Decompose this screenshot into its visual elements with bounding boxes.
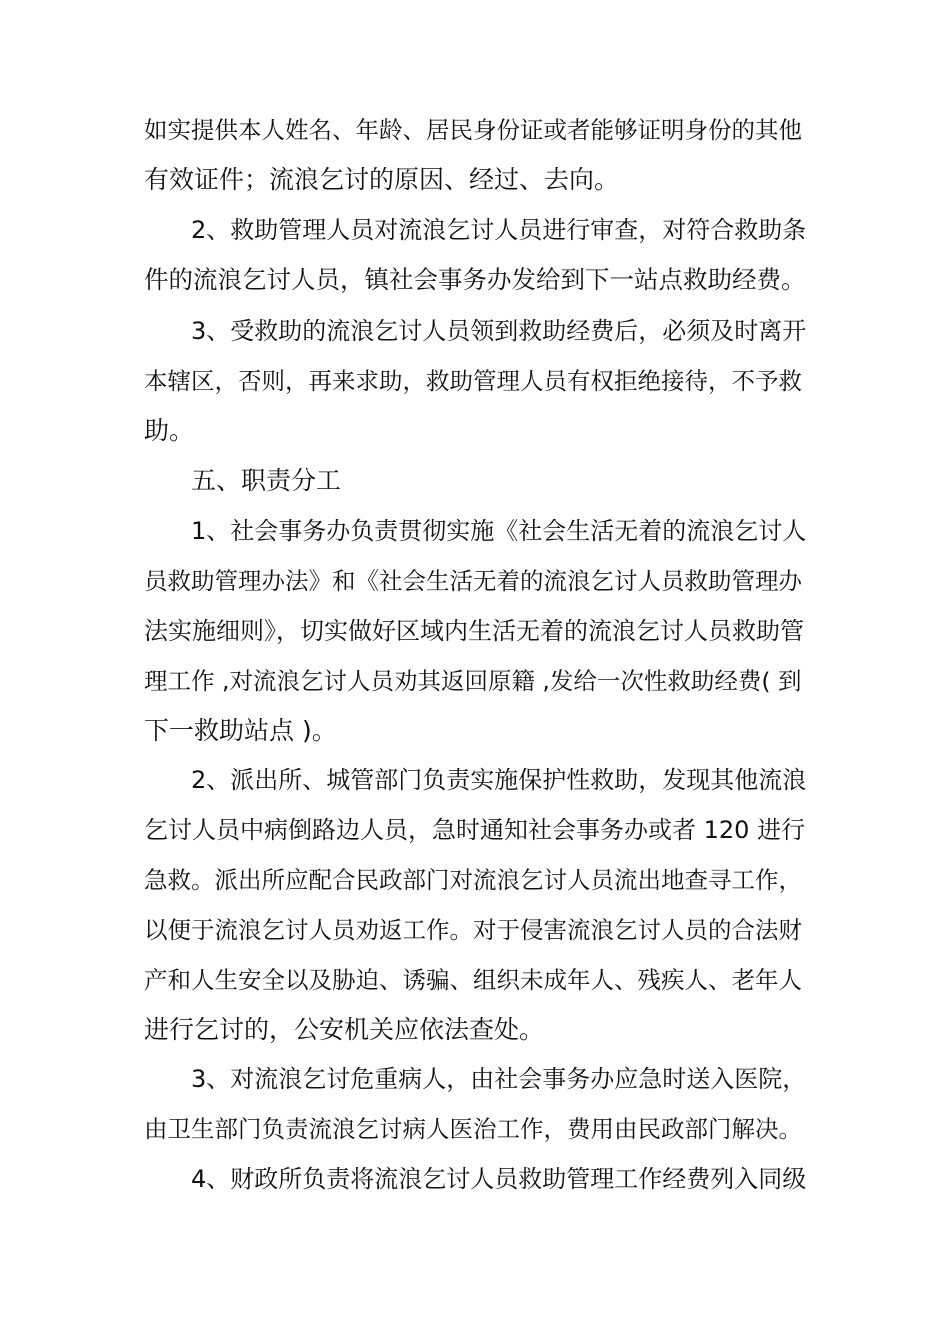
text-line: 员救助管理办法》和《社会生活无着的流浪乞讨人员救助管理办 (144, 567, 802, 595)
text-line: 理工作 ,对流浪乞讨人员劝其返回原籍 ,发给一次性救助经费( 到 (144, 667, 802, 695)
section-heading-text: 五、职责分工 (191, 466, 342, 495)
text-line: 有效证件；流浪乞讨的原因、经过、去向。 (144, 165, 620, 194)
text-line: 2、救助管理人员对流浪乞讨人员进行审查，对符合救助条 (191, 216, 807, 244)
text-line: 如实提供本人姓名、年龄、居民身份证或者能够证明身份的其他 (144, 116, 802, 144)
text-line: 本辖区，否则，再来求助，救助管理人员有权拒绝接待，不予救 (144, 367, 802, 395)
text-line: 以便于流浪乞讨人员劝返工作。对于侵害流浪乞讨人员的合法财 (144, 916, 802, 944)
text-line: 1、社会事务办负责贯彻实施《社会生活无着的流浪乞讨人 (191, 517, 807, 545)
text-line: 法实施细则》，切实做好区域内生活无着的流浪乞讨人员救助管 (144, 617, 804, 645)
text-line: 件的流浪乞讨人员，镇社会事务办发给到下一站点救助经费。 (144, 265, 806, 294)
text-line: 4、财政所负责将流浪乞讨人员救助管理工作经费列入同级 (191, 1165, 807, 1193)
text-line: 2、派出所、城管部门负责实施保护性救助，发现其他流浪 (191, 766, 807, 794)
text-line: 进行乞讨的，公安机关应依法查处。 (144, 1015, 545, 1044)
text-line: 产和人生安全以及胁迫、诱骗、组织未成年人、残疾人、老年人 (144, 966, 802, 994)
text-line: 下一救助站点 )。 (144, 716, 337, 745)
text-line: 急救。派出所应配合民政部门对流浪乞讨人员流出地查寻工作， (144, 866, 802, 894)
text-line: 3、对流浪乞讨危重病人，由社会事务办应急时送入医院， (191, 1065, 807, 1093)
text-line: 助。 (144, 416, 195, 445)
text-line: 乞讨人员中病倒路边人员，急时通知社会事务办或者 120 进行 (144, 816, 806, 844)
text-line: 由卫生部门负责流浪乞讨病人医治工作，费用由民政部门解决。 (144, 1115, 802, 1143)
text-line: 3、受救助的流浪乞讨人员领到救助经费后，必须及时离开 (191, 317, 807, 345)
